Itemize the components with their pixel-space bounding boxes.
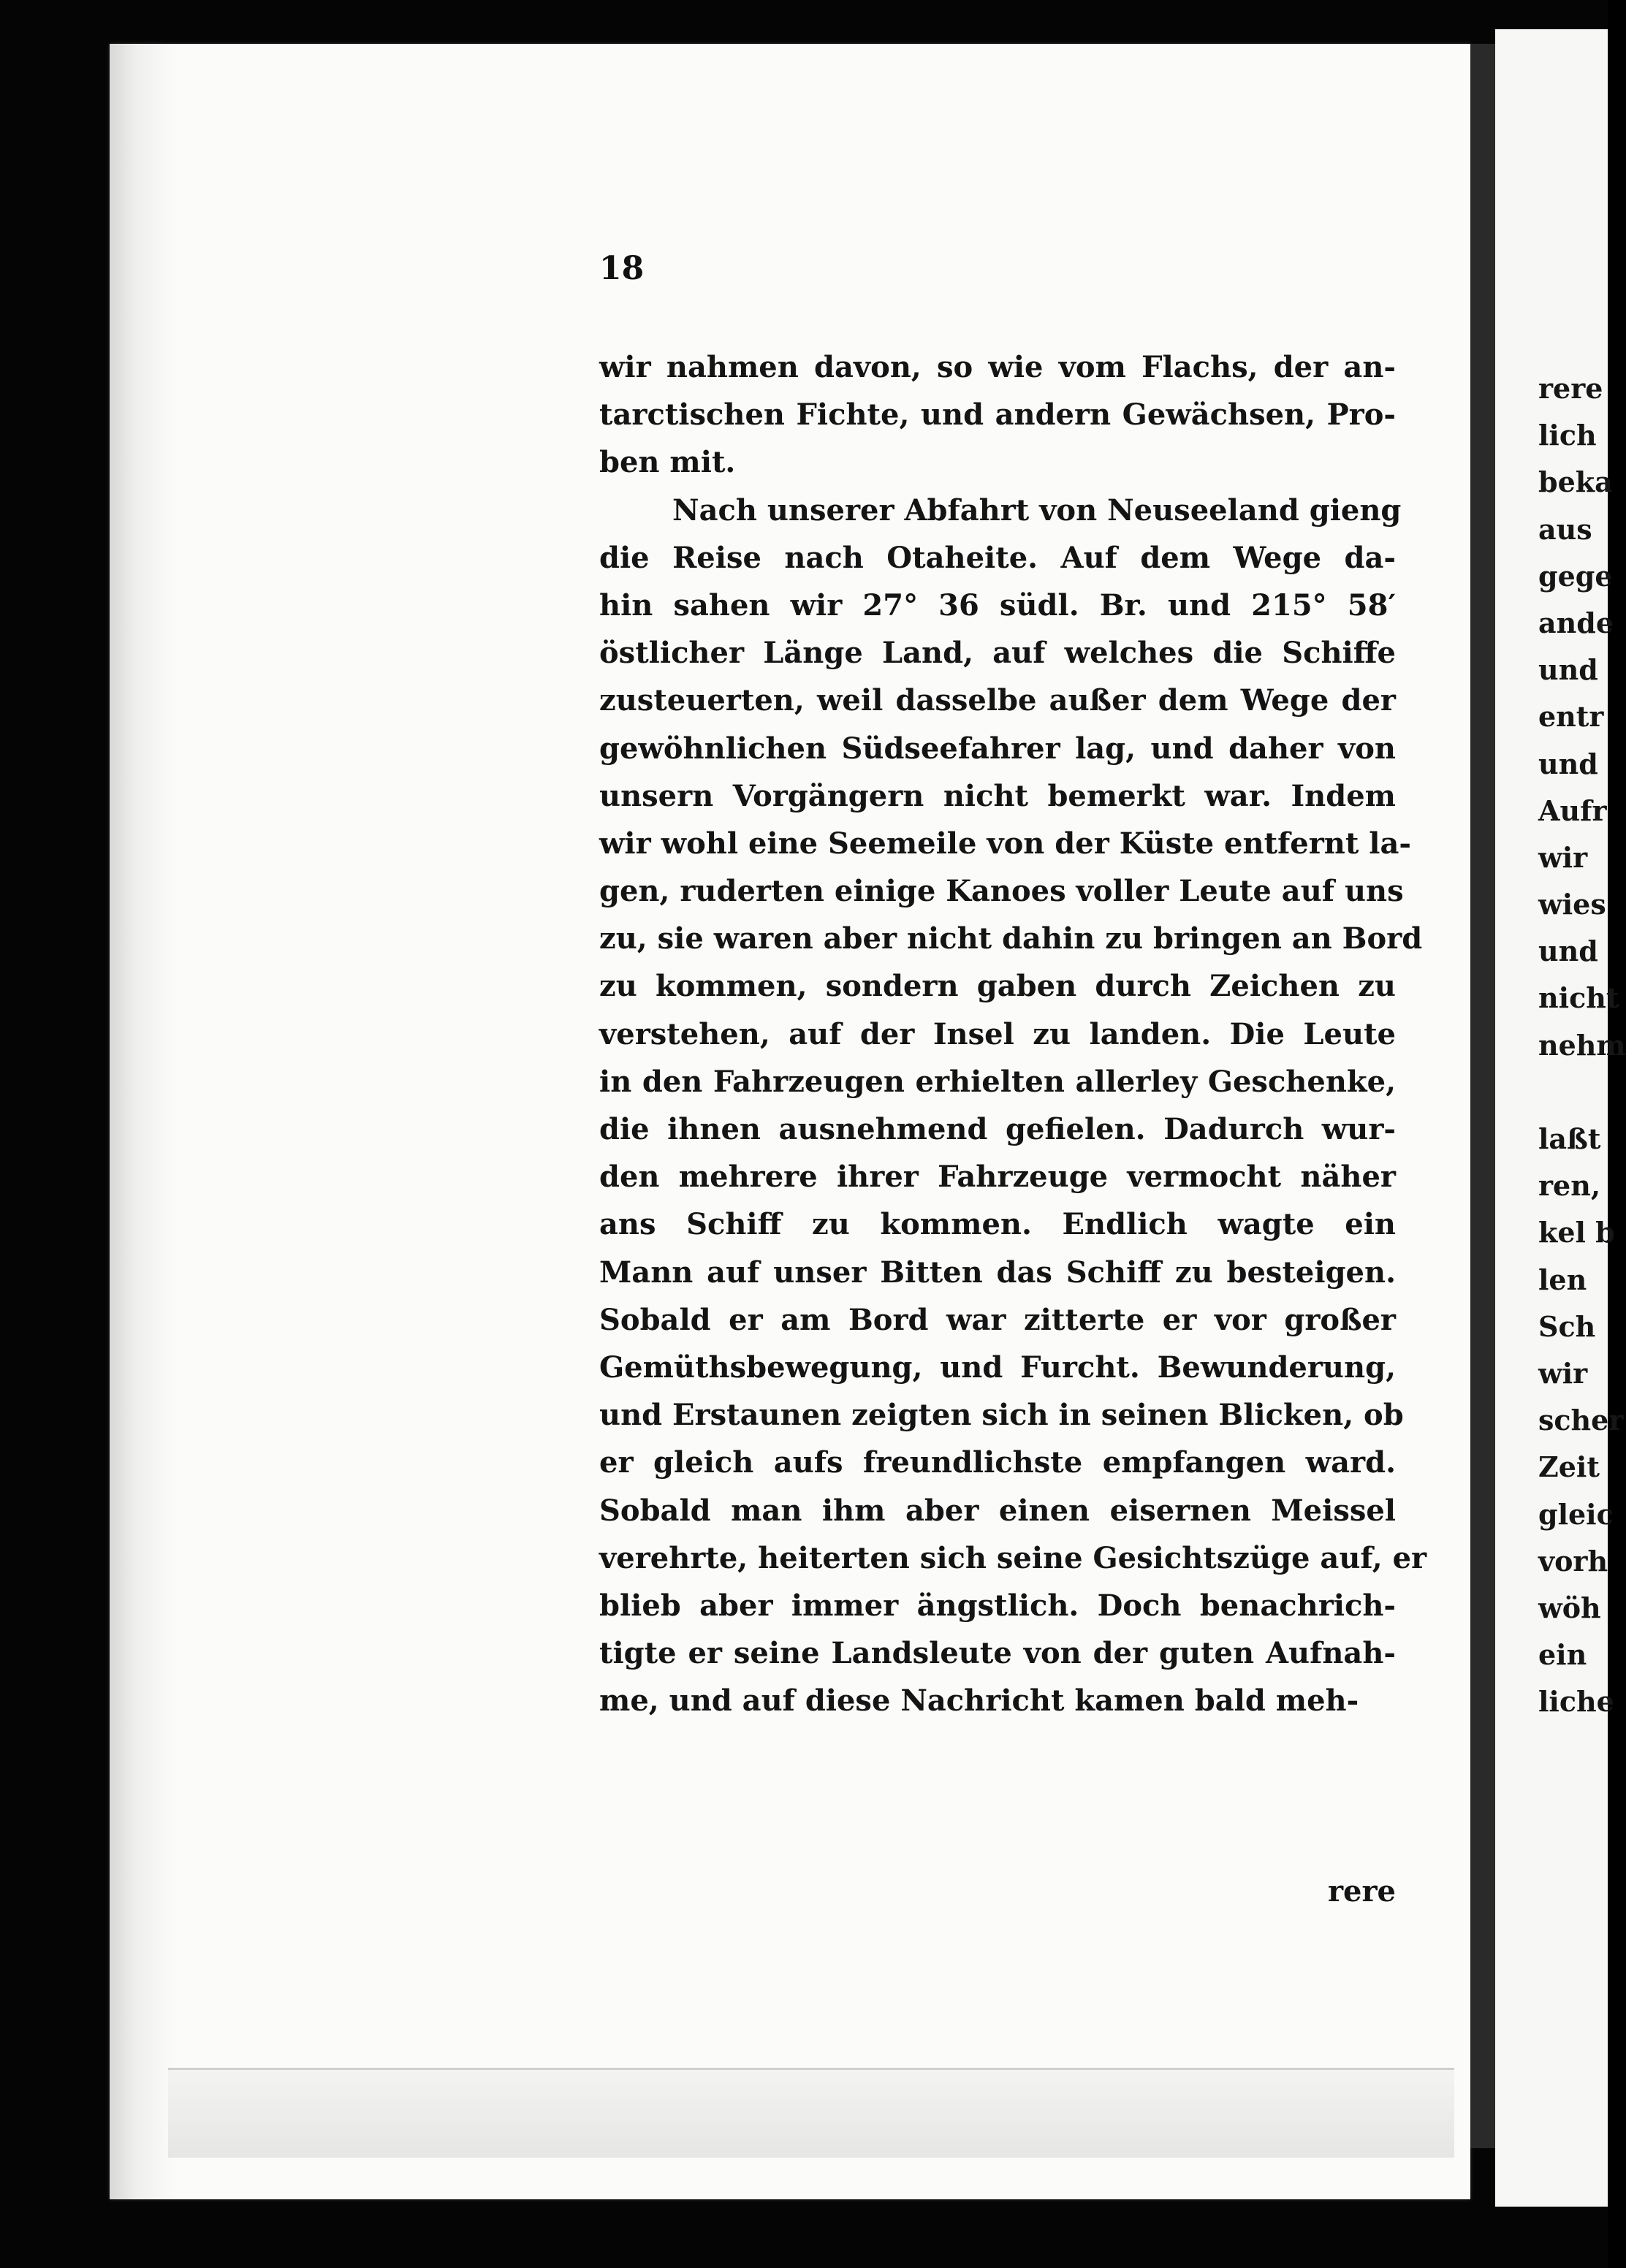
text-line: in den Fahrzeugen erhielten allerley Geschenke,	[599, 1064, 1396, 1099]
text-line: unsern Vorgängern nicht bemerkt war. Indem	[599, 778, 1396, 813]
text-line: hin sahen wir 27° 36 südl. Br. und 215° 58′	[599, 587, 1396, 623]
worn-page-edge	[110, 44, 175, 2199]
text-line: Nach unserer Abfahrt von Neuseeland gieng	[672, 492, 1402, 528]
text-line: blieb aber immer ängstlich. Doch benachrich-	[599, 1588, 1396, 1623]
facing-page-line: vorh	[1538, 1544, 1608, 1578]
facing-page-line: Sch	[1538, 1309, 1596, 1343]
page-number: 18	[599, 250, 645, 287]
worn-page-bottom	[168, 2068, 1454, 2158]
text-line: gen, ruderten einige Kanoes voller Leute auf uns	[599, 874, 1404, 909]
facing-page-line: liche	[1538, 1685, 1614, 1719]
facing-page-line: gleic	[1538, 1497, 1614, 1531]
text-line: wir nahmen davon, so wie vom Flachs, der an-	[599, 350, 1396, 384]
body-text	[599, 343, 1427, 1724]
text-line: tarctischen Fichte, und andern Gewächsen, Pro-	[599, 397, 1396, 433]
text-line: und Erstaunen zeigten sich in seinen Blicken, ob	[599, 1398, 1404, 1433]
facing-page-line: und	[1538, 935, 1598, 968]
facing-page-line: scher	[1538, 1404, 1624, 1437]
text-line: zu, sie waren aber nicht dahin zu bringen an Bord	[599, 921, 1423, 956]
facing-page-line: Aufr	[1538, 794, 1607, 827]
facing-page-line: wir	[1538, 1356, 1588, 1390]
facing-page-line: wöh	[1538, 1591, 1601, 1624]
facing-page-line: und	[1538, 747, 1598, 780]
text-line: Mann auf unser Bitten das Schiff zu besteigen.	[599, 1255, 1396, 1290]
text-line: Sobald man ihm aber einen eisernen Meissel	[599, 1493, 1396, 1528]
facing-page-line: laßt	[1538, 1122, 1601, 1155]
facing-page-line: wies	[1538, 888, 1606, 921]
facing-page-line: lich	[1538, 419, 1597, 452]
book-gutter	[1470, 44, 1495, 2148]
text-line: me, und auf diese Nachricht kamen bald meh-	[599, 1683, 1359, 1719]
facing-page-line: ande	[1538, 606, 1614, 639]
text-line: verstehen, auf der Insel zu landen. Die Leute	[599, 1016, 1396, 1051]
text-line: zusteuerten, weil dasselbe außer dem Wege der	[599, 683, 1396, 718]
facing-page-line: beka	[1538, 465, 1613, 499]
text-line: die ihnen ausnehmend gefielen. Dadurch wur-	[599, 1112, 1396, 1146]
facing-page-line: kel b	[1538, 1216, 1615, 1249]
text-line: Sobald er am Bord war zitterte er vor großer	[599, 1302, 1396, 1337]
text-line: die Reise nach Otaheite. Auf dem Wege da-	[599, 540, 1396, 575]
facing-page-line: ren,	[1538, 1169, 1601, 1203]
text-line: zu kommen, sondern gaben durch Zeichen zu	[599, 969, 1396, 1004]
facing-page-line: nehm	[1538, 1028, 1626, 1062]
text-line: er gleich aufs freundlichste empfangen ward.	[599, 1445, 1396, 1480]
text-line: Gemüthsbewegung, und Furcht. Bewunderung,	[599, 1350, 1396, 1385]
facing-page-line: gege	[1538, 559, 1613, 593]
facing-page-line: nicht	[1538, 981, 1619, 1015]
facing-page-text	[1538, 365, 1626, 1725]
text-line: wir wohl eine Seemeile von der Küste entfernt la-	[599, 826, 1411, 861]
facing-page-line: und	[1538, 653, 1598, 687]
facing-page-line: rere	[1538, 372, 1603, 405]
catchword: rere	[1327, 1874, 1396, 1909]
facing-page-line: wir	[1538, 840, 1588, 874]
text-line: gewöhnlichen Südseefahrer lag, und daher von	[599, 731, 1396, 766]
facing-page-line: aus	[1538, 512, 1592, 546]
text-line: den mehrere ihrer Fahrzeuge vermocht näher	[599, 1160, 1396, 1195]
facing-page-line	[1538, 1069, 1608, 1116]
text-line: östlicher Länge Land, auf welches die Schiffe	[599, 636, 1396, 671]
text-line: tigte er seine Landsleute von der guten Aufnah-	[599, 1636, 1396, 1671]
facing-page-line: len	[1538, 1263, 1587, 1296]
text-line: verehrte, heiterten sich seine Gesichtszüge auf, er	[599, 1540, 1427, 1575]
text-line: ben mit.	[599, 445, 736, 480]
text-line: ans Schiff zu kommen. Endlich wagte ein	[599, 1207, 1396, 1242]
facing-page-line: ein	[1538, 1638, 1587, 1672]
facing-page-line: Zeit	[1538, 1450, 1600, 1484]
facing-page-line: entr	[1538, 700, 1604, 734]
